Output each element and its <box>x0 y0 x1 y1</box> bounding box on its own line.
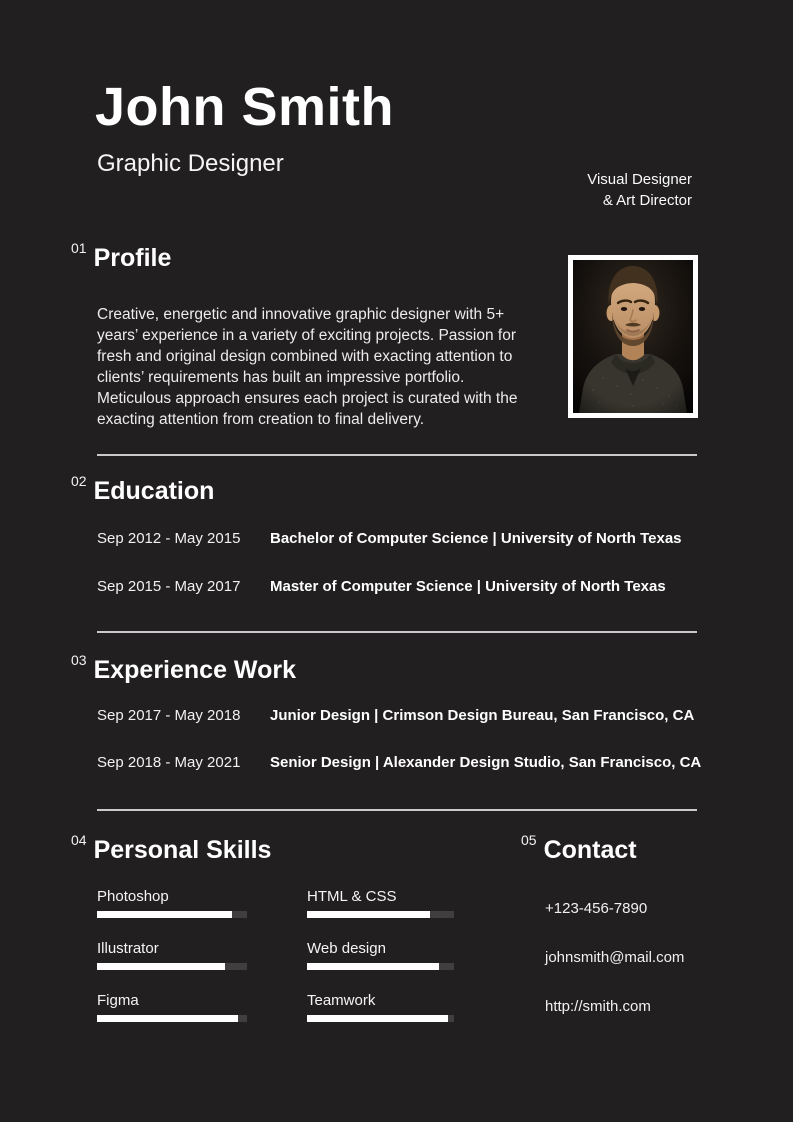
skill-progress-bar <box>307 963 454 970</box>
experience-dates: Sep 2018 - May 2021 <box>97 754 241 771</box>
section-number: 01 <box>71 240 87 256</box>
skill-progress-bar <box>307 911 454 918</box>
section-number: 05 <box>521 832 537 848</box>
skill-progress-fill <box>307 1015 448 1022</box>
skill-progress-bar <box>97 963 247 970</box>
section-title: Experience Work <box>93 656 296 684</box>
experience-description: Junior Design | Crimson Design Bureau, San Francisco, CA <box>270 707 695 724</box>
experience-section-heading <box>71 651 296 684</box>
profile-text: Creative, energetic and innovative graphic designer with 5+ years’ experience in a variety of exciting projects. Passion for fresh and original design combined with exacting attention to clients’ requirements has built an impressive portfolio. Meticulous approach ensures each project is curated with the exacting attention from creation to final delivery. <box>97 305 518 428</box>
skill-label: Figma <box>97 992 139 1009</box>
skill-item <box>97 992 247 1022</box>
contact-website: http://smith.com <box>545 998 651 1015</box>
skill-progress-fill <box>307 963 439 970</box>
section-number: 03 <box>71 652 87 668</box>
skill-label: HTML & CSS <box>307 888 397 905</box>
skill-label: Web design <box>307 940 386 957</box>
skill-label: Photoshop <box>97 888 169 905</box>
skill-item <box>97 888 247 918</box>
skill-item <box>307 940 454 970</box>
skills-section-heading <box>71 831 272 864</box>
skill-label: Teamwork <box>307 992 376 1009</box>
education-section-heading <box>71 472 215 505</box>
contact-section-heading <box>521 831 637 864</box>
education-dates: Sep 2012 - May 2015 <box>97 530 241 547</box>
experience-row <box>97 754 701 772</box>
skill-label: Illustrator <box>97 940 159 957</box>
education-row <box>97 530 682 548</box>
contact-phone: +123-456-7890 <box>545 900 648 917</box>
section-title: Personal Skills <box>93 836 272 864</box>
section-title: Contact <box>543 836 637 864</box>
divider <box>97 454 697 456</box>
tagline-line1: Visual Designer <box>587 171 692 188</box>
skill-item <box>97 940 247 970</box>
skill-progress-bar <box>97 911 247 918</box>
skill-progress-fill <box>97 1015 238 1022</box>
education-description: Master of Computer Science | University of North Texas <box>270 578 666 595</box>
person-role: Graphic Designer <box>97 150 284 177</box>
divider <box>97 809 697 811</box>
experience-dates: Sep 2017 - May 2018 <box>97 707 241 724</box>
education-description: Bachelor of Computer Science | University of North Texas <box>270 530 682 547</box>
skills-grid <box>97 888 454 1022</box>
contact-email: johnsmith@mail.com <box>545 949 685 966</box>
skill-progress-bar <box>307 1015 454 1022</box>
profile-photo-frame <box>568 255 698 418</box>
experience-row <box>97 707 694 725</box>
skill-item <box>307 888 454 918</box>
experience-description: Senior Design | Alexander Design Studio, San Francisco, CA <box>270 754 702 771</box>
section-title: Profile <box>93 244 172 272</box>
skill-progress-fill <box>307 911 430 918</box>
section-title: Education <box>93 477 215 505</box>
skill-progress-fill <box>97 963 225 970</box>
contact-list <box>545 900 684 1047</box>
skill-progress-fill <box>97 911 232 918</box>
tagline-line2: & Art Director <box>602 192 692 209</box>
tagline <box>587 169 692 211</box>
section-number: 04 <box>71 832 87 848</box>
education-row <box>97 578 666 596</box>
divider <box>97 631 697 633</box>
profile-photo <box>573 260 693 413</box>
person-name: John Smith <box>95 77 394 137</box>
skill-item <box>307 992 454 1022</box>
skill-progress-bar <box>97 1015 247 1022</box>
profile-section-heading <box>71 239 172 272</box>
section-number: 02 <box>71 473 87 489</box>
education-dates: Sep 2015 - May 2017 <box>97 578 241 595</box>
